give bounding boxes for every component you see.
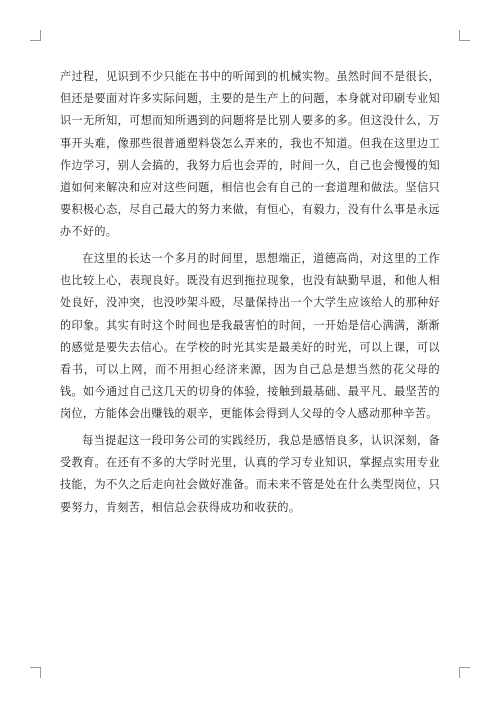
bottom-right-margin-mark xyxy=(459,667,470,678)
bottom-left-margin-mark xyxy=(30,667,41,678)
document-body xyxy=(60,66,440,523)
paragraph: 每当提起这一段印务公司的实践经历，我总是感悟良多，认识深刻，备受教育。在还有不多的大学时光里，认真的学习专业知识，掌握点实用专业技能，为不久之后走向社会做好准备。而未来不管是处在什么类型岗位，只要努力，肯刻苦，相信总会获得成功和收获的。 xyxy=(60,434,440,514)
paragraph: 在这里的长达一个多月的时间里，思想端正，道德高尚，对这里的工作也比较上心，表现良好。既没有迟到拖拉现象，也没有缺勤早退，和他人相处良好，没冲突，也没吵架斗殴，尽量保持出一个大学生应该给人的那种好的印象。其实有时这个时间也是我最害怕的时间，一开始是信心满满，渐渐的感觉是要失去信心。在学校的时光其实是最美好的时光，可以上课，可以看书，可以上网，而不用担心经济来源，因为自己总是想当然的花父母的钱。如今通过自己这几天的切身的体验，接触到最基础、最平凡、最坚苦的岗位，方能体会出赚钱的艰辛，更能体会得到人父母的令人感动那种辛苦。 xyxy=(60,252,440,421)
paragraph: 产过程，见识到不少只能在书中的听闻到的机械实物。虽然时间不是很长，但还是要面对许多实际问题，主要的是生产上的问题，本身就对印刷专业知识一无所知，可想而知所遇到的问题将是比别人要多的多。但这没什么，万事开头难，像那些很普通塑料袋怎么弄来的，我也不知道。但我在这里边工作边学习，别人会搞的，我努力后也会弄的，时间一久，自己也会慢慢的知道如何来解决和应对这些问题，相信也会有自己的一套道理和做法。坚信只要积极心态，尽自己最大的努力来做，有恒心，有毅力，没有什么事是永远办不好的。 xyxy=(60,70,440,239)
top-right-margin-mark xyxy=(459,30,470,41)
top-left-margin-mark xyxy=(30,30,41,41)
